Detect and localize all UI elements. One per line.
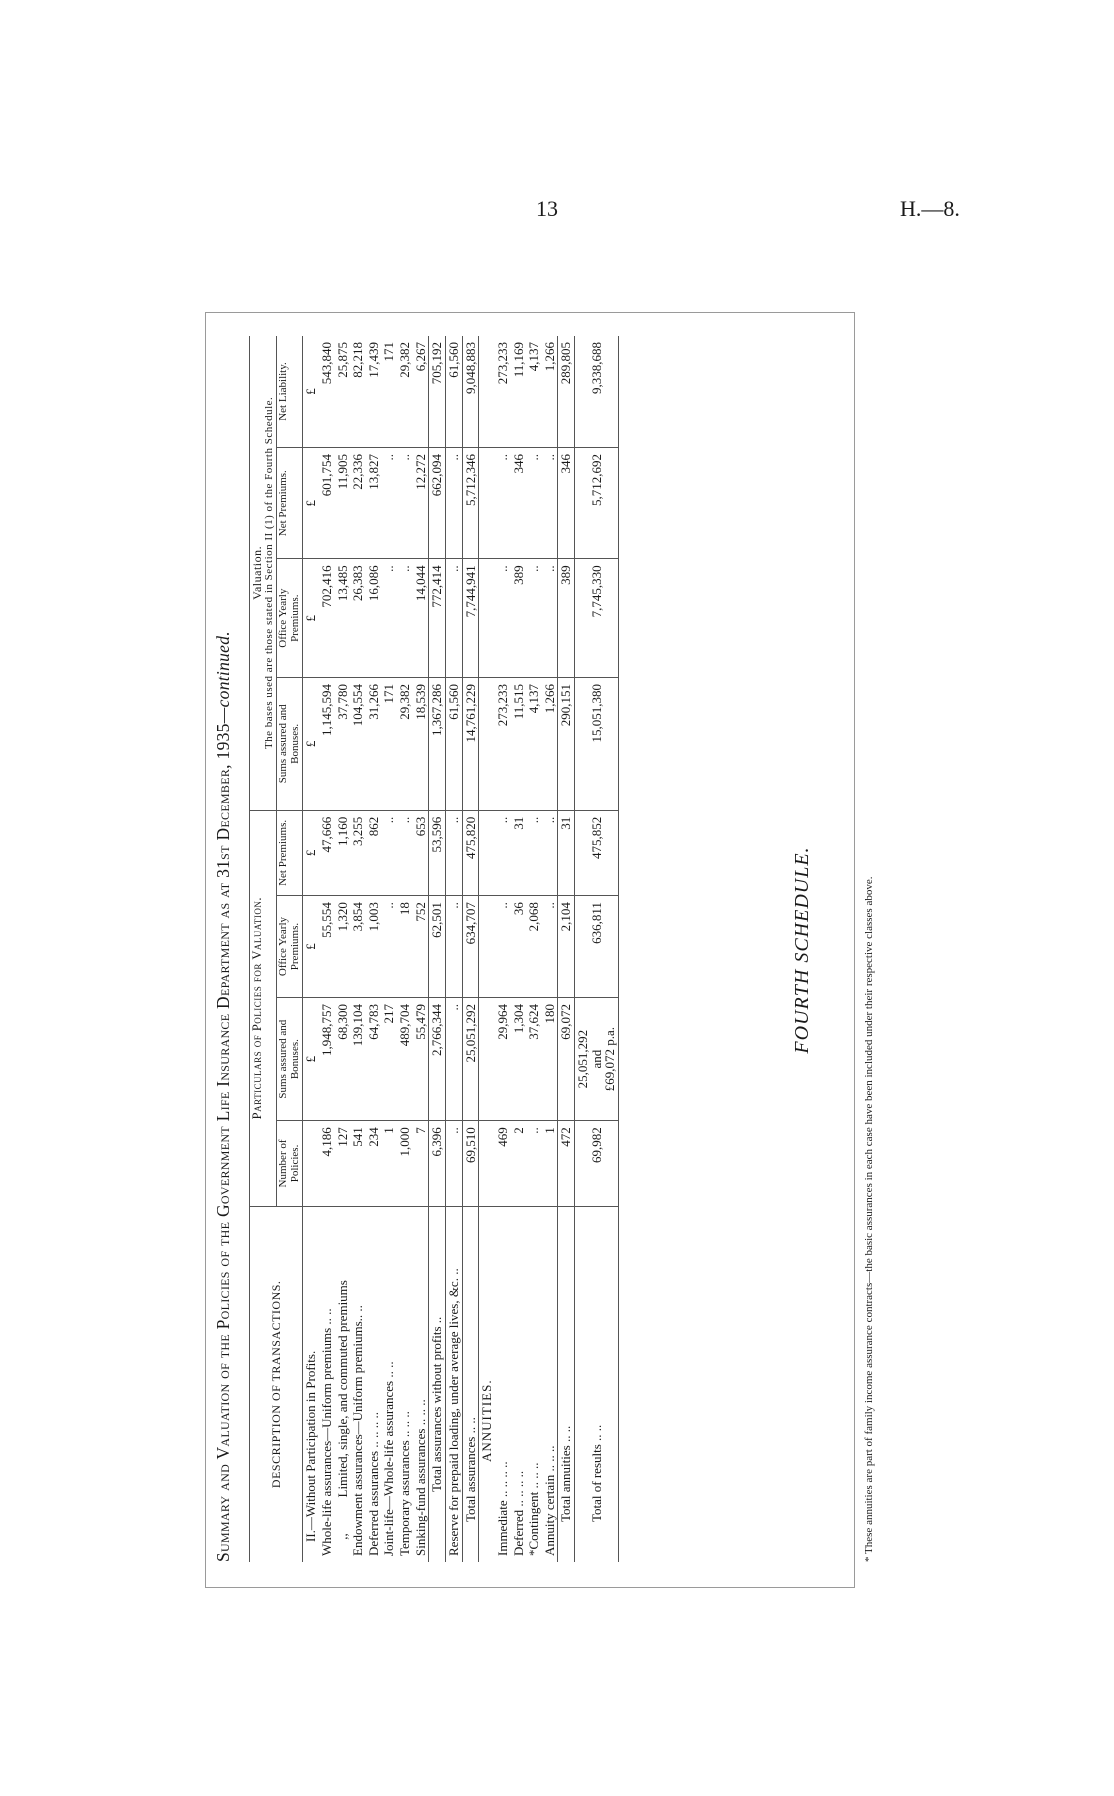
table-cell: 29,382 [397,677,413,810]
table-cell: Total assurances .. .. [462,1417,478,1522]
table-cell: 469 [495,1121,511,1206]
section-title-assurances: II.—Without Participation in Profits. [303,1350,319,1542]
table-cell: Deferred .. .. .. .. [510,1470,526,1556]
rotated-table-page [205,312,875,1588]
table-cell: 862 [366,810,382,895]
table-cell: 1,160 [335,810,351,895]
table-cell: .. [542,810,558,895]
table-cell: 9,338,688 [575,336,619,448]
total-results-sums [575,998,619,1121]
table-cell: 127 [335,1121,351,1206]
table-cell: 1,003 [366,896,382,998]
valuation-header-title: Valuation. [250,545,264,600]
table-cell: 3,255 [350,810,366,895]
col-net-liability: Net Liability. [277,336,303,448]
table-cell: 1 [542,1121,558,1206]
table-cell: 104,554 [350,677,366,810]
table-cell: 68,300 [335,998,351,1121]
table-cell: 234 [366,1121,382,1206]
table-cell: 543,840 [319,336,335,448]
table-cell: Joint-life—Whole-life assurances .. .. [381,1361,397,1556]
total-assurances-row [462,336,479,1562]
table-cell: 3,854 [350,896,366,998]
table-cell: 9,048,883 [462,336,479,448]
table-cell: Temporary assurances .. .. .. [397,1411,413,1556]
table-cell: .. [526,559,542,678]
table-cell: 1,320 [335,896,351,998]
table-row [319,336,335,1562]
table-cell: .. [446,810,463,895]
table-cell: 289,805 [558,336,575,448]
table-cell: 11,905 [335,448,351,559]
table-cell: 1,304 [511,998,527,1121]
col-office-premiums: Office Yearly Premiums. [277,896,303,998]
table-cell: 14,761,229 [462,677,479,810]
empty-cell [303,1121,319,1206]
footnote: * These annuities are part of family income assurance contracts—the basic assurances in each case have been included under their respective classes above. [863,876,875,1562]
table-cell: .. [446,559,463,678]
page-reference: H.—8. [900,196,960,221]
col-net-premiums: Net Premiums. [277,810,303,895]
table-title-continued: —continued. [213,631,233,724]
table-cell: 25,051,292 [575,1029,591,1089]
table-cell: 69,072 [558,998,575,1121]
table-cell: 389 [558,559,575,678]
table-cell: 601,754 [319,448,335,559]
table-cell: 2,766,344 [429,998,446,1121]
table-cell: 13,485 [335,559,351,678]
table-cell: 14,044 [413,559,429,678]
table-cell: 5,712,692 [575,448,619,559]
table-cell: .. [381,448,397,559]
table-cell: 290,151 [558,677,575,810]
table-row [366,336,382,1562]
pound-sign: £ [303,896,319,998]
table-cell: 53,596 [429,810,446,895]
col-val-net-premiums: Net Premiums. [277,448,303,559]
table-cell: 69,982 [575,1121,619,1206]
table-cell: 4,137 [526,677,542,810]
col-val-sums-assured: Sums assured and Bonuses. [277,677,303,810]
empty-cell [479,336,495,448]
table-cell: 634,707 [462,896,479,998]
table-cell: 61,560 [446,336,463,448]
table-cell: .. [397,448,413,559]
empty-cell [479,810,495,895]
table-cell: 217 [381,998,397,1121]
table-cell: Reserve for prepaid loading, under average lives, &c. .. [446,1268,461,1556]
table-cell: 37,780 [335,677,351,810]
table-cell: 64,783 [366,998,382,1121]
table-cell: Immediate .. .. .. .. [494,1461,510,1556]
table-cell: .. [495,448,511,559]
table-cell: 7,745,330 [575,559,619,678]
empty-cell [479,448,495,559]
table-cell: .. [495,559,511,678]
valuation-header [250,336,277,810]
table-cell: .. [446,1121,463,1206]
table-cell: 389 [511,559,527,678]
table-cell: 1,266 [542,677,558,810]
table-cell: 31,266 [366,677,382,810]
pound-sign: £ [303,998,319,1121]
pound-sign: £ [303,677,319,810]
table-cell: 62,501 [429,896,446,998]
table-cell: 31 [558,810,575,895]
table-cell: 472 [558,1121,575,1206]
table-cell: 1,000 [397,1121,413,1206]
table-cell: 489,704 [397,998,413,1121]
valuation-header-note: The bases used are those stated in Section II (1) of the Fourth Schedule. [262,396,275,750]
table-cell: 6,396 [429,1121,446,1206]
table-cell: 702,416 [319,559,335,678]
table-cell: 273,233 [495,677,511,810]
empty-cell [479,1121,495,1206]
table-cell: 69,510 [462,1121,479,1206]
table-cell: ,, Limited, single, and commuted premiums [334,1280,350,1556]
table-cell: .. [542,896,558,998]
table-cell: 636,811 [575,896,619,998]
table-cell: 772,414 [429,559,446,678]
table-row [381,336,397,1562]
pound-sign: £ [303,336,319,448]
table-cell: .. [446,896,463,998]
table-cell: 17,439 [366,336,382,448]
table-cell: .. [397,559,413,678]
total-results-row [575,336,619,1562]
reserve-row [446,336,463,1562]
table-cell: Whole-life assurances—Uniform premiums .. .. [318,1308,334,1556]
description-header: DESCRIPTION OF TRANSACTIONS. [250,1206,303,1562]
table-cell: 346 [558,448,575,559]
col-number-of-policies: Number of Policies. [277,1121,303,1206]
particulars-header: Particulars of Policies for Valuation. [250,810,277,1206]
total-without-profits-row [429,336,446,1562]
table-title [213,631,234,1562]
table-cell: .. [446,448,463,559]
table-cell: *Contingent .. .. .. [526,1462,542,1556]
table-cell: 4,186 [319,1121,335,1206]
table-cell: 18,539 [413,677,429,810]
table-cell: 1,145,594 [319,677,335,810]
table-row [335,336,351,1562]
table-cell: and [588,1049,604,1069]
table-cell: 61,560 [446,677,463,810]
table-cell: .. [526,810,542,895]
table-cell: 1 [381,1121,397,1206]
page-number: 13 [536,196,558,221]
table-cell: 18 [397,896,413,998]
table-cell: 36 [511,896,527,998]
table-cell: .. [381,810,397,895]
table-cell: Endowment assurances—Uniform premiums.. .. [350,1305,366,1556]
table-cell: 2 [511,1121,527,1206]
pound-sign: £ [303,559,319,678]
section-row [303,336,319,1562]
table-cell: Total annuities .. .. [558,1425,574,1522]
table-cell: .. [495,810,511,895]
table-cell: 29,964 [495,998,511,1121]
section-row [479,336,495,1562]
table-cell: 13,827 [366,448,382,559]
table-cell: .. [542,559,558,678]
empty-cell [479,559,495,678]
table-row [397,336,413,1562]
table-cell: 139,104 [350,998,366,1121]
table-cell: 29,382 [397,336,413,448]
table-cell: 11,169 [511,336,527,448]
table-cell: .. [542,448,558,559]
table-cell: 25,875 [335,336,351,448]
table-cell: .. [381,559,397,678]
table-cell: 15,051,380 [575,677,619,810]
table-cell: 22,336 [350,448,366,559]
table-cell: 55,479 [413,998,429,1121]
pound-sign: £ [303,448,319,559]
table-cell: 82,218 [350,336,366,448]
table-cell: 2,104 [558,896,575,998]
table-cell: 273,233 [495,336,511,448]
table-cell: .. [526,448,542,559]
table-cell: 25,051,292 [462,998,479,1121]
table-cell: 11,515 [511,677,527,810]
pound-sign: £ [303,810,319,895]
table-cell: 653 [413,810,429,895]
table-cell: Annuity certain .. .. .. [541,1445,557,1556]
table-cell: .. [526,1121,542,1206]
table-cell: 541 [350,1121,366,1206]
total-annuities-row [558,336,575,1562]
empty-cell [479,677,495,810]
table-cell: 752 [413,896,429,998]
table-cell: Deferred assurances .. .. .. .. [365,1411,381,1556]
table-cell: 6,267 [413,336,429,448]
table-row [511,336,527,1562]
table-cell: 346 [511,448,527,559]
table-cell: 2,068 [526,896,542,998]
table-cell: 4,137 [526,336,542,448]
table-cell: 171 [381,677,397,810]
table-cell: £69,072 p.a. [602,1027,618,1092]
table-cell: Total of results .. .. [588,1424,604,1522]
table-row [350,336,366,1562]
empty-cell [479,998,495,1121]
table-cell: .. [446,998,463,1121]
table-cell: Sinking-fund assurances .. .. .. [412,1399,428,1556]
table-cell: 37,624 [526,998,542,1121]
table-cell: 475,820 [462,810,479,895]
col-sums-assured: Sums assured and Bonuses. [277,998,303,1121]
table-row [526,336,542,1562]
table-cell: 1,266 [542,336,558,448]
table-cell: 5,712,346 [462,448,479,559]
table-cell: 180 [542,998,558,1121]
col-val-office-premiums: Office Yearly Premiums. [277,559,303,678]
table-cell: .. [397,810,413,895]
table-cell: 1,948,757 [319,998,335,1121]
table-cell: 475,852 [575,810,619,895]
empty-cell [479,896,495,998]
table-cell: 705,192 [429,336,446,448]
table-cell: 31 [511,810,527,895]
table-cell: 26,383 [350,559,366,678]
schedule-title: FOURTH SCHEDULE. [791,846,813,1054]
table-title-main: Summary and Valuation of the Policies of the Government Life Insurance Department as at 31st December, 1935 [213,723,233,1562]
table-row [495,336,511,1562]
section-title-annuities: ANNUITIES. [479,1379,495,1462]
table-row [542,336,558,1562]
valuation-table [249,336,619,1562]
table-cell: .. [495,896,511,998]
table-cell: 7 [413,1121,429,1206]
table-cell: 12,272 [413,448,429,559]
table-cell: 171 [381,336,397,448]
table-cell: Total assurances without profits .. [429,1316,445,1492]
table-cell: 7,744,941 [462,559,479,678]
table-cell: .. [381,896,397,998]
table-cell: 55,554 [319,896,335,998]
table-cell: 47,666 [319,810,335,895]
table-cell: 1,367,286 [429,677,446,810]
table-row [413,336,429,1562]
table-cell: 16,086 [366,559,382,678]
table-cell: 662,094 [429,448,446,559]
